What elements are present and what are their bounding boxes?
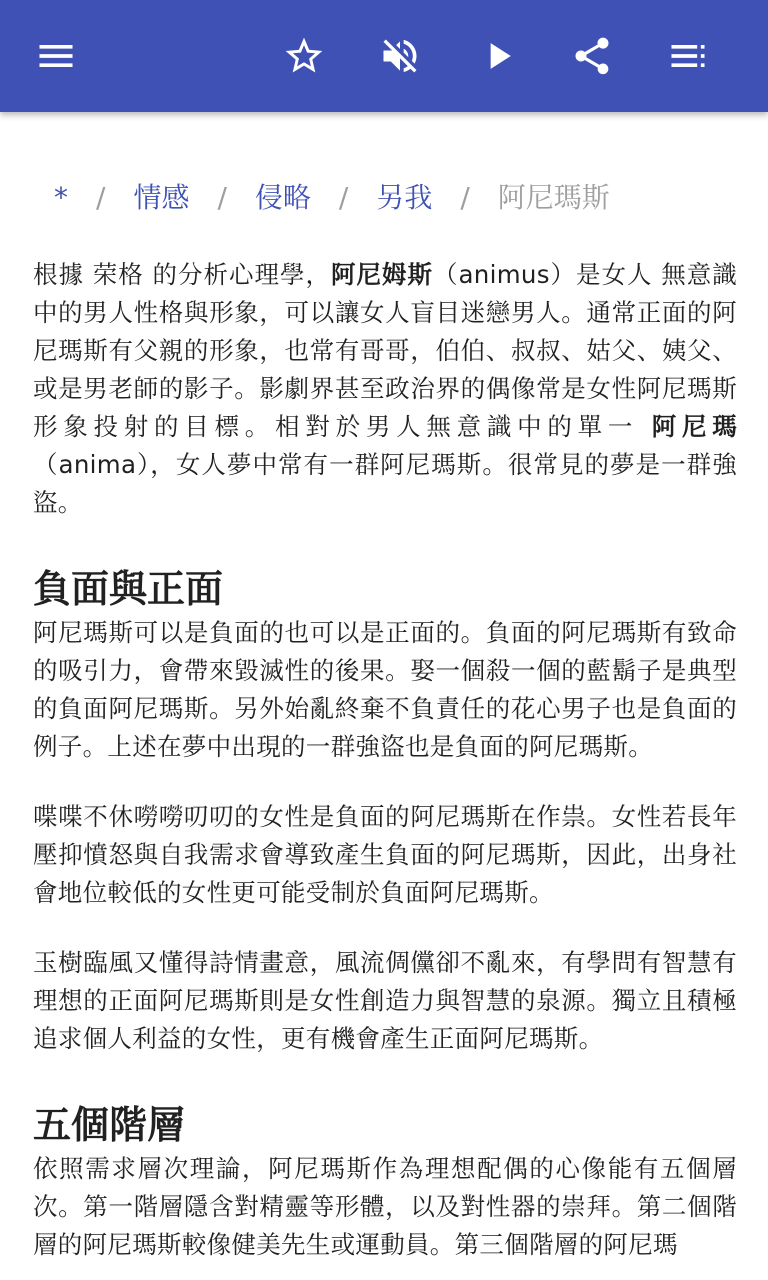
mute-button[interactable] [368, 24, 432, 88]
section-heading-negative-positive: 負面與正面 [33, 567, 224, 611]
section1-paragraph-2: 喋喋不休嘮嘮叨叨的女性是負面的阿尼瑪斯在作祟。女性若長年壓抑憤怒與自我需求會導致產生負面的阿尼瑪斯，因此，出身社會地位較低的女性更可能受制於負面阿尼瑪斯。 [33, 802, 737, 907]
breadcrumb-item-emotion[interactable]: 情感 [133, 181, 190, 214]
breadcrumb-separator: / [460, 181, 470, 214]
term-animus: 阿尼姆斯 [330, 260, 433, 289]
share-icon [570, 34, 614, 78]
section1-paragraph-1: 阿尼瑪斯可以是負面的也可以是正面的。負面的阿尼瑪斯有致命的吸引力，會帶來毀滅性的後果。娶一個殺一個的藍鬍子是典型的負面阿尼瑪斯。另外始亂終棄不負責任的花心男子也是負面的例子。上述在夢中出現的一群強盜也是負面的阿尼瑪斯。 [33, 618, 737, 761]
breadcrumb-home[interactable]: * [54, 181, 68, 214]
breadcrumb-separator: / [217, 181, 227, 214]
breadcrumb-current: 阿尼瑪斯 [497, 181, 610, 214]
app-bar [0, 0, 768, 112]
breadcrumb-separator: / [96, 181, 106, 214]
section1-paragraph-3: 玉樹臨風又懂得詩情畫意，風流倜儻卻不亂來，有學問有智慧有理想的正面阿尼瑪斯則是女性創造力與智慧的泉源。獨立且積極追求個人利益的女性，更有機會產生正面阿尼瑪斯。 [33, 948, 737, 1053]
section2-paragraph-1: 依照需求層次理論，阿尼瑪斯作為理想配偶的心像能有五個層次。第一階層隱含對精靈等形體，以及對性器的崇拜。第二個階層的阿尼瑪斯較像健美先生或運動員。第三個階層的阿尼瑪 [33, 1154, 737, 1259]
intro-paragraph [33, 256, 737, 522]
term-anima: 阿尼瑪 [651, 412, 738, 441]
play-icon [476, 34, 520, 78]
play-button[interactable] [466, 24, 530, 88]
breadcrumb-separator: / [338, 181, 349, 214]
volume-off-icon [378, 34, 422, 78]
share-button[interactable] [560, 24, 624, 88]
star-outline-icon [282, 34, 326, 78]
toc-button[interactable] [656, 24, 720, 88]
breadcrumb [54, 176, 610, 220]
intro-text-3: （anima），女人夢中常有一群阿尼瑪斯。很常見的夢是一群強盜。 [33, 450, 737, 517]
breadcrumb-item-aggression[interactable]: 侵略 [254, 181, 311, 214]
list-icon [666, 34, 710, 78]
breadcrumb-item-alter-ego[interactable]: 另我 [376, 181, 433, 214]
intro-text-2: （animus）是女人 無意識中的男人性格與形象，可以讓女人盲目迷戀男人。通常正面的阿尼瑪斯有父親的形象，也常有哥哥，伯伯、叔叔、姑父、姨父、或是男老師的影子。影劇界甚至政治界的偶像常是女性阿尼瑪斯形象投射的目標。相對於男人無意識中的單一 [33, 260, 737, 441]
article-content [33, 256, 737, 1264]
section-heading-five-levels: 五個階層 [33, 1103, 186, 1147]
intro-text-1: 根據 荣格 的分析心理學， [33, 260, 331, 289]
menu-button[interactable] [24, 24, 88, 88]
favorite-button[interactable] [272, 24, 336, 88]
hamburger-menu-icon [34, 34, 78, 78]
